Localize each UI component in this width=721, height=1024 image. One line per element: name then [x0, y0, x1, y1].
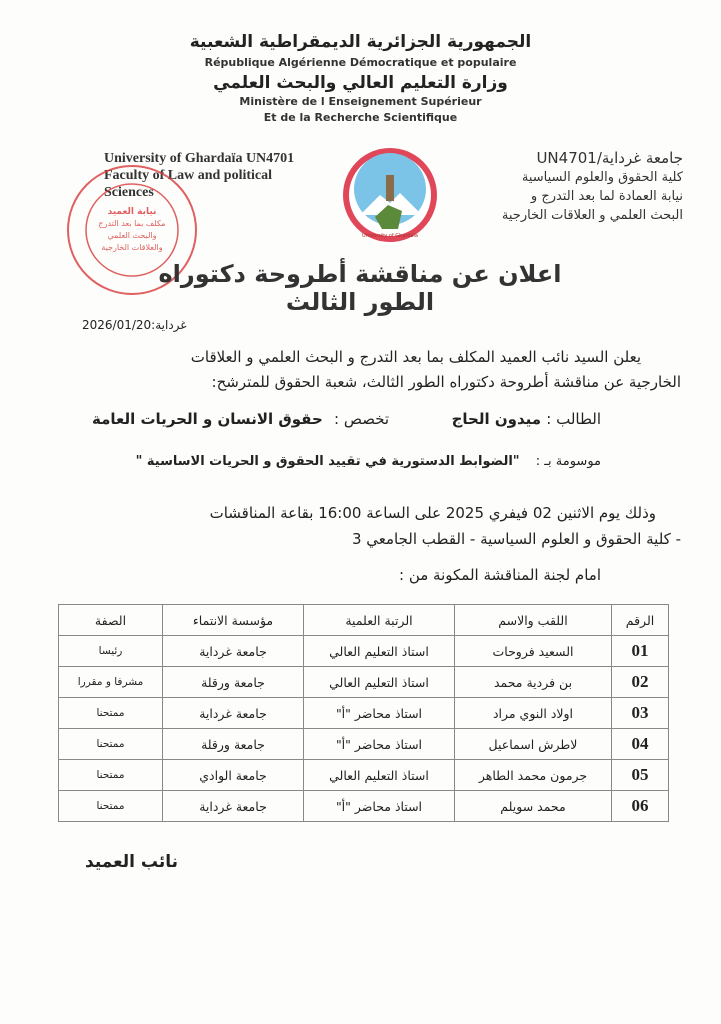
member-name: محمد سويلم: [455, 791, 612, 822]
ministry-ar: وزارة التعليم العالي والبحث العلمي: [213, 73, 508, 93]
table-row: [59, 791, 669, 822]
schedule-paragraph: [41, 500, 681, 552]
specialty-value: حقوق الانسان و الحريات العامة: [92, 410, 323, 428]
stamp-text: نيابة العميد: [107, 207, 157, 217]
row-number: 02: [612, 667, 669, 698]
role: ممتحنا: [59, 698, 163, 729]
ministry-fr-1: Ministère de l Enseignement Supérieur: [239, 95, 482, 108]
stamp-text: والعلاقات الخارجية: [101, 243, 163, 252]
table-row: [59, 698, 669, 729]
student-label: الطالب :: [546, 410, 601, 428]
member-name: لاطرش اسماعيل: [455, 729, 612, 760]
institution: جامعة ورقلة: [163, 729, 304, 760]
column-header: الرتبة العلمية: [304, 605, 455, 636]
thesis-line: [136, 454, 601, 469]
role: ممتحنا: [59, 791, 163, 822]
academic-rank: استاذ محاضر "أ": [304, 698, 455, 729]
table-row: [59, 667, 669, 698]
column-header: الصفة: [59, 605, 163, 636]
intro-line: يعلن السيد نائب العميد المكلف بما بعد التدرج و البحث العلمي و العلاقات: [190, 348, 641, 366]
role: مشرفا و مقررا: [59, 667, 163, 698]
table-row: [59, 760, 669, 791]
column-header: مؤسسة الانتماء: [163, 605, 304, 636]
row-number: 03: [612, 698, 669, 729]
ministry-fr-2: Et de la Recherche Scientifique: [263, 111, 458, 124]
republic-fr: République Algérienne Démocratique et populaire: [204, 56, 517, 69]
institution: جامعة ورقلة: [163, 667, 304, 698]
institution: جامعة غرداية: [163, 698, 304, 729]
date-line: غرداية:2026/01/20: [82, 318, 187, 332]
institution-ar-line: البحث العلمي و العلاقات الخارجية: [501, 208, 683, 223]
specialty-label: تخصص :: [334, 410, 390, 428]
stamp-text: والبحث العلمي: [107, 231, 157, 240]
table-row: [59, 636, 669, 667]
student-line: [452, 410, 601, 428]
signature-title: نائب العميد: [85, 852, 179, 872]
academic-rank: استاذ محاضر "أ": [304, 729, 455, 760]
logo-text: University of Ghardaia: [362, 233, 418, 239]
intro-line: الخارجية عن مناقشة أطروحة دكتوراه الطور الثالث، شعبة الحقوق للمترشح:: [211, 373, 681, 391]
stamp-text: مكلف بما بعد التدرج: [98, 219, 166, 228]
institution-ar-line: نيابة العمادة لما بعد التدرج و: [530, 189, 683, 204]
student-name: ميدون الحاج: [451, 410, 542, 428]
role: رئيسا: [59, 636, 163, 667]
role: ممتحنا: [59, 729, 163, 760]
republic-ar: الجمهورية الجزائرية الديمقراطية الشعبية: [189, 32, 532, 52]
institution-ar-line: كلية الحقوق والعلوم السياسية: [521, 170, 683, 185]
university-logo: [340, 145, 440, 245]
member-name: جرمون محمد الطاهر: [455, 760, 612, 791]
thesis-label: موسومة بـ :: [535, 454, 601, 469]
academic-rank: استاذ التعليم العالي: [304, 760, 455, 791]
table-header-row: [59, 605, 669, 636]
table-row: [59, 729, 669, 760]
committee-table: [58, 604, 669, 822]
member-name: السعيد فروحات: [455, 636, 612, 667]
institution-ar: [423, 149, 683, 225]
institution: جامعة غرداية: [163, 791, 304, 822]
column-header: الرقم: [612, 605, 669, 636]
row-number: 05: [612, 760, 669, 791]
schedule-line: - كلية الحقوق و العلوم السياسية - القطب الجامعي 3: [351, 530, 681, 548]
row-number: 06: [612, 791, 669, 822]
role: ممتحنا: [59, 760, 163, 791]
institution-ar-line: جامعة غرداية/UN4701: [536, 149, 683, 167]
institution-en-line: Sciences: [104, 185, 154, 200]
member-name: اولاد النوي مراد: [455, 698, 612, 729]
announcement-title: اعلان عن مناقشة أطروحة دكتوراه الطور الثالث: [158, 260, 562, 316]
academic-rank: استاذ التعليم العالي: [304, 667, 455, 698]
committee-intro: امام لجنة المناقشة المكونة من :: [399, 566, 601, 584]
specialty-line: [92, 410, 389, 428]
institution: جامعة الوادي: [163, 760, 304, 791]
intro-paragraph: [61, 345, 681, 395]
member-name: بن فردية محمد: [455, 667, 612, 698]
institution-en-line: Faculty of Law and political: [104, 168, 273, 183]
institution: جامعة غرداية: [163, 636, 304, 667]
row-number: 01: [612, 636, 669, 667]
academic-rank: استاذ التعليم العالي: [304, 636, 455, 667]
column-header: اللقب والاسم: [455, 605, 612, 636]
academic-rank: استاذ محاضر "أ": [304, 791, 455, 822]
row-number: 04: [612, 729, 669, 760]
schedule-line: وذلك يوم الاثنين 02 فيفري 2025 على الساعة 16:00 بقاعة المناقشات: [209, 504, 656, 522]
thesis-title: "الضوابط الدستورية في تقييد الحقوق و الحريات الاساسية ": [135, 454, 520, 469]
institution-en-line: University of Ghardaïa UN4701: [104, 151, 295, 166]
